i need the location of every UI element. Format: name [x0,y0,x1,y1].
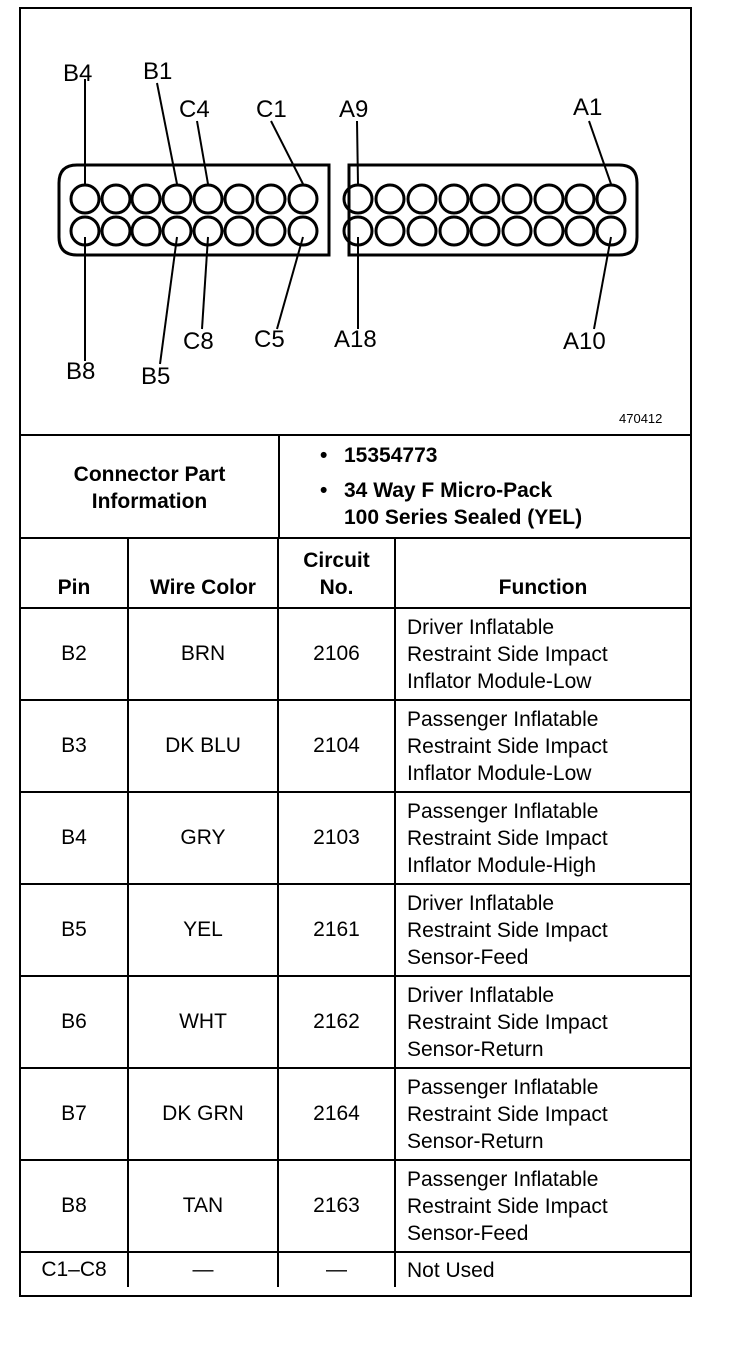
pin-label-a1: A1 [573,94,603,121]
pin-cavity [132,217,160,245]
cell-wire-color: DK BLU [128,700,278,792]
function-line: Passenger Inflatable [407,1075,599,1099]
image-code: 470412 [619,411,663,426]
bullet: • [320,479,328,502]
cell-wire-color: DK GRN [128,1068,278,1160]
bullet: • [320,444,328,467]
header-wire-color: Wire Color [128,538,278,608]
function-line: Restraint Side Impact [407,1194,608,1218]
table-row [21,700,690,792]
function-line: Restraint Side Impact [407,1010,608,1034]
cell-function [395,608,690,700]
cell-pin: B7 [21,1068,128,1160]
pin-cavity [194,185,222,213]
cell-pin: B4 [21,792,128,884]
cell-circuit: — [278,1252,395,1287]
header-function: Function [395,538,690,608]
cell-circuit: 2104 [278,700,395,792]
cell-wire-color: — [128,1252,278,1287]
part-number: 15354773 [344,444,438,467]
function-line: Driver Inflatable [407,891,555,915]
table-row [21,884,690,976]
pin-cavity [471,185,499,213]
table-row [21,1068,690,1160]
pin-cavity [376,217,404,245]
pin-cavity [408,217,436,245]
pin-cavity [71,185,99,213]
pin-label-b8: B8 [66,358,96,385]
description-line2: 100 Series Sealed (YEL) [344,506,583,529]
cell-wire-color: WHT [128,976,278,1068]
function-line: Restraint Side Impact [407,918,608,942]
header-circuit-line2: No. [319,576,354,599]
cell-pin: B3 [21,700,128,792]
cell-pin: B5 [21,884,128,976]
function-line: Restraint Side Impact [407,826,608,850]
function-line: Sensor-Feed [407,945,529,969]
pin-cavity [257,185,285,213]
cell-circuit: 2164 [278,1068,395,1160]
connector-sheet [19,7,692,1297]
cell-wire-color: YEL [128,884,278,976]
function-line: Driver Inflatable [407,615,555,639]
table-row-not-used [21,1252,690,1287]
cell-circuit: 2103 [278,792,395,884]
cell-circuit: 2106 [278,608,395,700]
pin-label-c1: C1 [256,96,287,123]
function-line: Inflator Module-High [407,853,597,877]
pin-cavity [535,217,563,245]
function-line: Inflator Module-Low [407,669,592,693]
cell-pin: B8 [21,1160,128,1252]
cell-pin: B6 [21,976,128,1068]
pin-label-b1: B1 [143,58,173,85]
cell-circuit: 2161 [278,884,395,976]
function-line: Driver Inflatable [407,983,555,1007]
description-item [320,477,690,531]
connector-part-info-label [21,436,280,539]
table-header-row [21,538,690,608]
cell-function: Not Used [395,1252,690,1287]
pinout-table [21,537,690,1287]
function-line: Restraint Side Impact [407,734,608,758]
cell-wire-color: BRN [128,608,278,700]
pin-cavity [102,217,130,245]
connector-diagram [21,9,690,434]
function-line: Inflator Module-Low [407,761,592,785]
part-info-label-line1: Connector Part [73,462,226,486]
pin-cavity [225,217,253,245]
pin-cavity [597,185,625,213]
pin-cavity [289,217,317,245]
connector-shell-left [59,165,329,255]
cell-pin: C1–C8 [21,1252,128,1287]
cell-circuit: 2162 [278,976,395,1068]
function-line: Passenger Inflatable [407,707,599,731]
pin-label-a9: A9 [339,96,369,123]
header-circuit-no [278,538,395,608]
function-line: Passenger Inflatable [407,1167,599,1191]
pin-cavity [225,185,253,213]
function-line: Restraint Side Impact [407,1102,608,1126]
description-line1: 34 Way F Micro-Pack [344,479,553,502]
pin-label-c5: C5 [254,326,285,353]
pin-cavity [440,185,468,213]
cell-function [395,884,690,976]
pin-cavity [102,185,130,213]
pin-label-b5: B5 [141,363,171,390]
pin-cavity [503,185,531,213]
function-line: Sensor-Feed [407,1221,529,1245]
pin-cavity [376,185,404,213]
function-line: Sensor-Return [407,1129,544,1153]
pin-cavity [163,185,191,213]
pin-cavity [440,217,468,245]
pin-cavity [132,185,160,213]
pin-cavity [408,185,436,213]
table-row [21,792,690,884]
cell-function [395,976,690,1068]
header-pin: Pin [21,538,128,608]
part-number-item [320,442,690,469]
pin-cavity [566,185,594,213]
pin-cavity [471,217,499,245]
function-line: Passenger Inflatable [407,799,599,823]
pin-cavity [503,217,531,245]
pin-cavity [289,185,317,213]
cell-pin: B2 [21,608,128,700]
pin-cavity [535,185,563,213]
pin-label-b4: B4 [63,60,93,87]
header-circuit-line1: Circuit [303,549,370,572]
pin-label-c8: C8 [183,328,214,355]
connector-part-details [280,436,690,539]
cell-function [395,792,690,884]
table-row [21,608,690,700]
cell-wire-color: TAN [128,1160,278,1252]
part-info-label-line2: Information [91,489,208,513]
cell-function [395,1160,690,1252]
connector-part-info [21,434,690,539]
pin-cavity [257,217,285,245]
pin-label-a10: A10 [563,328,606,355]
cell-circuit: 2163 [278,1160,395,1252]
function-line: Sensor-Return [407,1037,544,1061]
table-row [21,1160,690,1252]
cell-wire-color: GRY [128,792,278,884]
cell-function [395,700,690,792]
function-line: Restraint Side Impact [407,642,608,666]
cell-function [395,1068,690,1160]
table-row [21,976,690,1068]
pin-label-a18: A18 [334,326,377,353]
pin-cavity [566,217,594,245]
pin-label-c4: C4 [179,96,210,123]
